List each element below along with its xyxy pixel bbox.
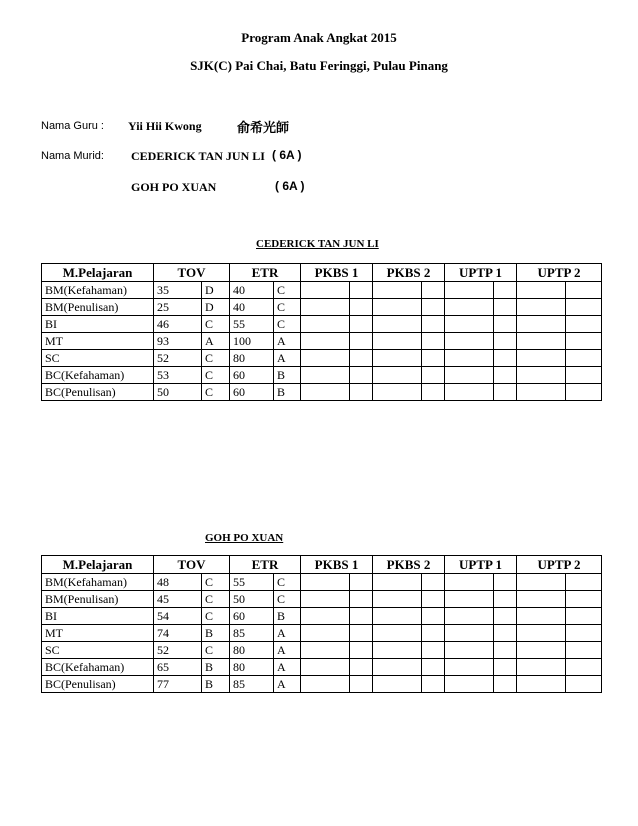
column-header: TOV [154,264,230,282]
empty-cell [566,625,602,642]
document-title: Program Anak Angkat 2015 [241,30,397,45]
column-header: PKBS 1 [301,556,373,574]
empty-cell [301,659,350,676]
table-row [42,316,602,333]
cell-tov-grade: C [202,608,230,625]
empty-cell [566,574,602,591]
grades-table-student1 [41,263,602,401]
empty-cell [494,299,517,316]
empty-cell [373,333,422,350]
cell-subject: BI [42,608,154,625]
empty-cell [301,282,350,299]
table-row [42,384,602,401]
empty-cell [566,299,602,316]
empty-cell [350,282,373,299]
empty-cell [517,350,566,367]
empty-cell [517,642,566,659]
empty-cell [445,316,494,333]
empty-cell [494,367,517,384]
cell-etr: 80 [230,642,274,659]
cell-subject: BC(Kefahaman) [42,367,154,384]
cell-subject: BI [42,316,154,333]
empty-cell [494,591,517,608]
table-row [42,591,602,608]
empty-cell [494,384,517,401]
cell-tov-grade: B [202,659,230,676]
cell-etr: 50 [230,591,274,608]
empty-cell [445,676,494,693]
empty-cell [566,367,602,384]
empty-cell [517,384,566,401]
table-row [42,642,602,659]
empty-cell [350,316,373,333]
table-row [42,608,602,625]
cell-tov: 45 [154,591,202,608]
empty-cell [445,299,494,316]
empty-cell [373,625,422,642]
empty-cell [445,282,494,299]
student2-name: GOH PO XUAN [131,180,217,194]
cell-etr: 40 [230,282,274,299]
empty-cell [422,333,445,350]
table-row [42,282,602,299]
empty-cell [494,625,517,642]
cell-tov: 25 [154,299,202,316]
empty-cell [422,574,445,591]
empty-cell [301,574,350,591]
cell-etr: 100 [230,333,274,350]
empty-cell [566,350,602,367]
empty-cell [494,350,517,367]
column-header: TOV [154,556,230,574]
empty-cell [422,625,445,642]
cell-subject: BM(Penulisan) [42,591,154,608]
empty-cell [301,591,350,608]
empty-cell [494,676,517,693]
cell-tov: 74 [154,625,202,642]
teacher-name: Yii Hii Kwong [128,119,202,133]
empty-cell [566,333,602,350]
cell-etr-grade: C [274,282,301,299]
empty-cell [301,299,350,316]
empty-cell [301,367,350,384]
table-row [42,367,602,384]
empty-cell [422,659,445,676]
section-heading-student2: GOH PO XUAN [205,532,284,544]
empty-cell [350,299,373,316]
empty-cell [373,282,422,299]
cell-tov: 53 [154,367,202,384]
empty-cell [517,625,566,642]
column-header: M.Pelajaran [42,264,154,282]
empty-cell [350,574,373,591]
empty-cell [566,659,602,676]
empty-cell [373,659,422,676]
cell-tov: 52 [154,642,202,659]
empty-cell [350,676,373,693]
empty-cell [566,282,602,299]
table-row [42,299,602,316]
empty-cell [517,676,566,693]
table-row [42,659,602,676]
empty-cell [566,316,602,333]
table-row [42,350,602,367]
cell-etr-grade: A [274,642,301,659]
column-header: ETR [230,556,301,574]
empty-cell [350,384,373,401]
empty-cell [566,384,602,401]
cell-etr: 60 [230,608,274,625]
cell-tov-grade: C [202,350,230,367]
column-header: UPTP 1 [445,264,517,282]
column-header: PKBS 2 [373,264,445,282]
empty-cell [373,608,422,625]
empty-cell [445,333,494,350]
empty-cell [566,676,602,693]
cell-subject: BM(Penulisan) [42,299,154,316]
cell-etr-grade: C [274,299,301,316]
column-header: UPTP 1 [445,556,517,574]
cell-etr: 85 [230,676,274,693]
cell-tov-grade: A [202,333,230,350]
cell-tov: 52 [154,350,202,367]
empty-cell [422,350,445,367]
empty-cell [494,282,517,299]
empty-cell [301,676,350,693]
cell-etr: 60 [230,384,274,401]
column-header: PKBS 1 [301,264,373,282]
cell-tov: 46 [154,316,202,333]
empty-cell [494,333,517,350]
empty-cell [350,333,373,350]
empty-cell [373,642,422,659]
empty-cell [445,659,494,676]
cell-etr: 80 [230,659,274,676]
empty-cell [422,642,445,659]
empty-cell [350,659,373,676]
empty-cell [373,316,422,333]
teacher-chinese-name: 俞希光師 [237,121,290,136]
empty-cell [445,642,494,659]
cell-etr: 55 [230,316,274,333]
empty-cell [422,608,445,625]
empty-cell [517,608,566,625]
empty-cell [301,608,350,625]
empty-cell [301,350,350,367]
empty-cell [373,676,422,693]
empty-cell [422,591,445,608]
student1-class: ( 6A ) [272,148,302,162]
empty-cell [350,350,373,367]
cell-etr: 80 [230,350,274,367]
cell-tov-grade: C [202,316,230,333]
empty-cell [445,350,494,367]
cell-etr-grade: A [274,350,301,367]
empty-cell [301,625,350,642]
empty-cell [301,316,350,333]
empty-cell [566,608,602,625]
empty-cell [445,384,494,401]
empty-cell [494,659,517,676]
cell-tov-grade: D [202,282,230,299]
teacher-label: Nama Guru : [41,120,104,132]
empty-cell [517,316,566,333]
empty-cell [373,299,422,316]
cell-tov-grade: C [202,574,230,591]
cell-etr: 85 [230,625,274,642]
cell-etr-grade: B [274,608,301,625]
column-header: ETR [230,264,301,282]
empty-cell [422,384,445,401]
empty-cell [350,642,373,659]
empty-cell [301,333,350,350]
column-header: UPTP 2 [517,556,602,574]
cell-tov-grade: C [202,367,230,384]
empty-cell [422,282,445,299]
cell-etr-grade: A [274,676,301,693]
empty-cell [517,299,566,316]
student-label: Nama Murid: [41,150,104,162]
empty-cell [494,574,517,591]
table-header-row [42,264,602,282]
section-heading-student1: CEDERICK TAN JUN LI [256,238,379,250]
cell-subject: BC(Kefahaman) [42,659,154,676]
column-header: UPTP 2 [517,264,602,282]
cell-tov-grade: C [202,591,230,608]
cell-subject: SC [42,350,154,367]
cell-tov-grade: C [202,384,230,401]
empty-cell [350,367,373,384]
student2-class: ( 6A ) [275,179,305,193]
cell-tov: 54 [154,608,202,625]
cell-subject: BC(Penulisan) [42,384,154,401]
student1-name: CEDERICK TAN JUN LI [131,149,265,163]
cell-etr-grade: A [274,625,301,642]
cell-tov: 93 [154,333,202,350]
empty-cell [445,625,494,642]
cell-etr: 40 [230,299,274,316]
cell-subject: BC(Penulisan) [42,676,154,693]
empty-cell [445,591,494,608]
empty-cell [517,659,566,676]
cell-etr-grade: C [274,574,301,591]
school-name: SJK(C) Pai Chai, Batu Feringgi, Pulau Pinang [190,58,448,73]
cell-etr: 60 [230,367,274,384]
cell-tov: 50 [154,384,202,401]
table-row [42,333,602,350]
empty-cell [517,282,566,299]
cell-tov: 48 [154,574,202,591]
empty-cell [301,384,350,401]
cell-subject: SC [42,642,154,659]
cell-etr-grade: A [274,333,301,350]
empty-cell [373,367,422,384]
empty-cell [373,350,422,367]
column-header: PKBS 2 [373,556,445,574]
empty-cell [373,591,422,608]
empty-cell [350,591,373,608]
cell-tov: 65 [154,659,202,676]
table-row [42,574,602,591]
empty-cell [422,676,445,693]
cell-etr-grade: A [274,659,301,676]
empty-cell [494,642,517,659]
empty-cell [517,574,566,591]
cell-etr-grade: B [274,384,301,401]
empty-cell [422,367,445,384]
cell-tov-grade: B [202,625,230,642]
empty-cell [422,299,445,316]
empty-cell [445,574,494,591]
empty-cell [517,333,566,350]
cell-tov: 35 [154,282,202,299]
cell-subject: BM(Kefahaman) [42,282,154,299]
cell-subject: MT [42,625,154,642]
table-row [42,676,602,693]
empty-cell [517,591,566,608]
empty-cell [494,608,517,625]
empty-cell [566,591,602,608]
empty-cell [445,608,494,625]
cell-tov-grade: B [202,676,230,693]
grades-table-student2 [41,555,602,693]
cell-etr-grade: C [274,316,301,333]
column-header: M.Pelajaran [42,556,154,574]
empty-cell [517,367,566,384]
empty-cell [373,574,422,591]
cell-tov-grade: D [202,299,230,316]
empty-cell [445,367,494,384]
table-row [42,625,602,642]
cell-subject: BM(Kefahaman) [42,574,154,591]
empty-cell [301,642,350,659]
cell-etr: 55 [230,574,274,591]
cell-etr-grade: C [274,591,301,608]
cell-tov: 77 [154,676,202,693]
cell-etr-grade: B [274,367,301,384]
empty-cell [566,642,602,659]
empty-cell [494,316,517,333]
table-header-row [42,556,602,574]
cell-tov-grade: C [202,642,230,659]
empty-cell [422,316,445,333]
empty-cell [350,608,373,625]
empty-cell [350,625,373,642]
empty-cell [373,384,422,401]
cell-subject: MT [42,333,154,350]
